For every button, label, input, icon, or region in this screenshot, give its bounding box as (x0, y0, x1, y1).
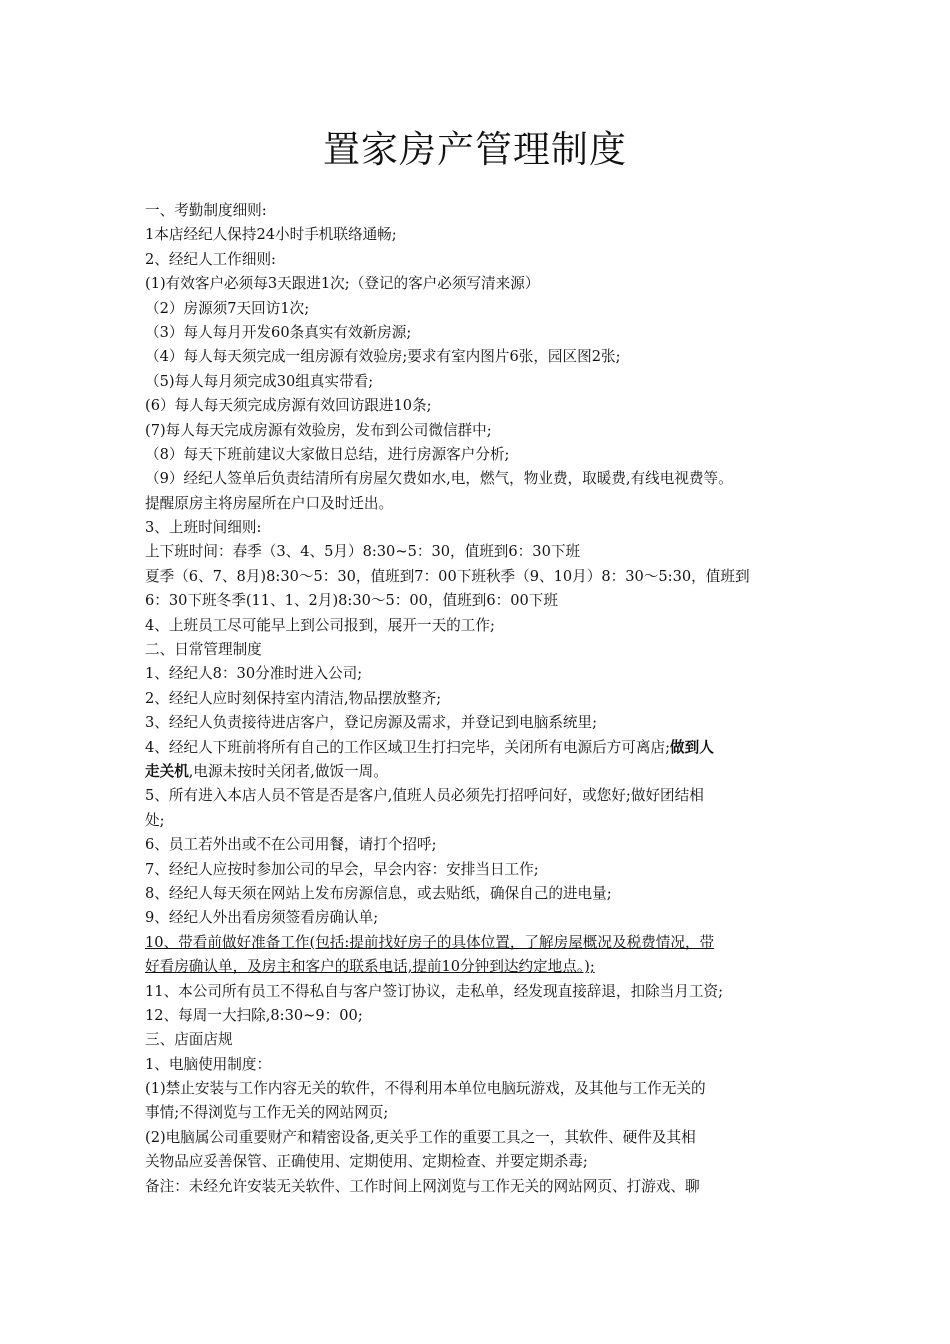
section-lines-1 (145, 199, 813, 736)
underlined-paragraph (145, 931, 813, 980)
text-line-2: 1本店经纪人保持24小时手机联络通畅; (145, 226, 397, 244)
text-line-9: (6）每人每天须完成房源有效回访跟进10条; (145, 397, 432, 415)
underlined-line-2: 好看房确认单，及房主和客户的联系电话,提前10分钟到达约定地点。); (145, 958, 595, 976)
text-line-b-2: 处; (145, 811, 165, 829)
text-line-21: 2、经纪人应时刻保持室内清洁,物品摆放整齐; (145, 689, 442, 707)
document-body (145, 199, 813, 1199)
text-line-5: （2）房源须7天回访1次; (145, 299, 310, 317)
text-line-c-1: 11、本公司所有员工不得私自与客户签订协议，走私单，经发现直接辞退，扣除当月工资; (145, 982, 724, 1000)
text-line-19: 二、日常管理制度 (145, 641, 262, 659)
text-line-b-6: 9、经纪人外出看房须签看房确认单; (145, 909, 379, 927)
text-line-c-5: (1)禁止安装与工作内容无关的软件，不得利用本单位电脑玩游戏，及其他与工作无关的 (145, 1080, 706, 1098)
document-title: 置家房产管理制度 (323, 128, 627, 171)
rule-item-4-line-2 (145, 760, 813, 784)
text-line-6: （3）每人每月开发60条真实有效新房源; (145, 323, 412, 341)
text-line-15: 上下班时间：春季（3、4、5月）8:30~5：30，值班到6：30下班 (145, 543, 581, 561)
text-line-14: 3、上班时间细则: (145, 519, 262, 537)
text-line-13: 提醒原房主将房屋所在户口及时迁出。 (145, 494, 394, 512)
text-line-10: (7)每人每天完成房源有效验房，发布到公司微信群中; (145, 421, 492, 439)
text-line-c-3: 三、店面店规 (145, 1031, 233, 1049)
text-line-1: 一、考勤制度细则: (145, 202, 267, 219)
text-line-8: （5)每人每月须完成30组真实带看; (145, 372, 374, 390)
text-line-c-8: 关物品应妥善保管、正确使用、定期使用、定期检查、并要定期杀毒; (145, 1153, 588, 1171)
text-line-20: 1、经纪人8：30分准时进入公司; (145, 665, 363, 683)
text-line-22: 3、经纪人负责接待进店客户，登记房源及需求，并登记到电脑系统里; (145, 714, 598, 732)
text-line-3: 2、经纪人工作细则: (145, 250, 276, 268)
text-line-12: （9）经纪人签单后负责结清所有房屋欠费如水,电，燃气，物业费，取暖费,有线电视费等。 (145, 470, 733, 488)
text-line-4: (1)有效客户必须每3天跟进1次;（登记的客户必须写清来源） (145, 275, 540, 293)
text-line-17: 6：30下班冬季(11、1、2月)8:30～5：00，值班到6：00下班 (145, 592, 558, 610)
rule-item-4-bold-2: 走关机 (145, 762, 189, 780)
rule-item-4-bold-1: 做到人 (670, 738, 714, 756)
text-line-c-4: 1、电脑使用制度： (145, 1055, 272, 1073)
text-line-b-4: 7、经纪人应按时参加公司的早会，早会内容：安排当日工作; (145, 860, 539, 878)
text-line-c-9: 备注：未经允许安装无关软件、工作时间上网浏览与工作无关的网站网页、打游戏、聊 (145, 1177, 700, 1195)
text-line-c-2: 12、每周一大扫除,8:30~9：00; (145, 1006, 363, 1024)
text-line-b-1: 5、所有进入本店人员不管是否是客户,值班人员必须先打招呼问好，或您好;做好团结相 (145, 787, 704, 805)
rule-item-4-tail: ,电源未按时关闭者,做饭一周。 (188, 762, 388, 780)
text-line-18: 4、上班员工尽可能早上到公司报到，展开一天的工作; (145, 616, 495, 634)
rule-item-4-line-1 (145, 736, 813, 760)
text-line-b-3: 6、员工若外出或不在公司用餐，请打个招呼; (145, 836, 437, 854)
text-line-11: （8）每天下班前建议大家做日总结，进行房源客户分析; (145, 445, 510, 463)
underlined-line-1: 10、带看前做好准备工作(包括:提前找好房子的具体位置，了解房屋概况及税费情况，带 (145, 933, 715, 951)
text-line-c-6: 事情;不得浏览与工作无关的网站网页; (145, 1104, 389, 1122)
text-line-16: 夏季（6、7、8月)8:30～5：30，值班到7：00下班秋季（9、10月）8：30～5:30，值班到 (145, 567, 750, 585)
text-line-7: （4）每人每天须完成一组房源有效验房;要求有室内图片6张，园区图2张; (145, 348, 621, 366)
text-line-b-5: 8、经纪人每天须在网站上发布房源信息，或去贴纸，确保自己的进电量; (145, 884, 612, 902)
text-line-c-7: (2)电脑属公司重要财产和精密设备,更关乎工作的重要工具之一，其软件、硬件及其相 (145, 1128, 696, 1146)
section-lines-3 (145, 980, 813, 1200)
rule-item-4-text: 4、经纪人下班前将所有自己的工作区域卫生打扫完毕，关闭所有电源后方可离店; (145, 738, 670, 756)
section-lines-2 (145, 784, 813, 930)
